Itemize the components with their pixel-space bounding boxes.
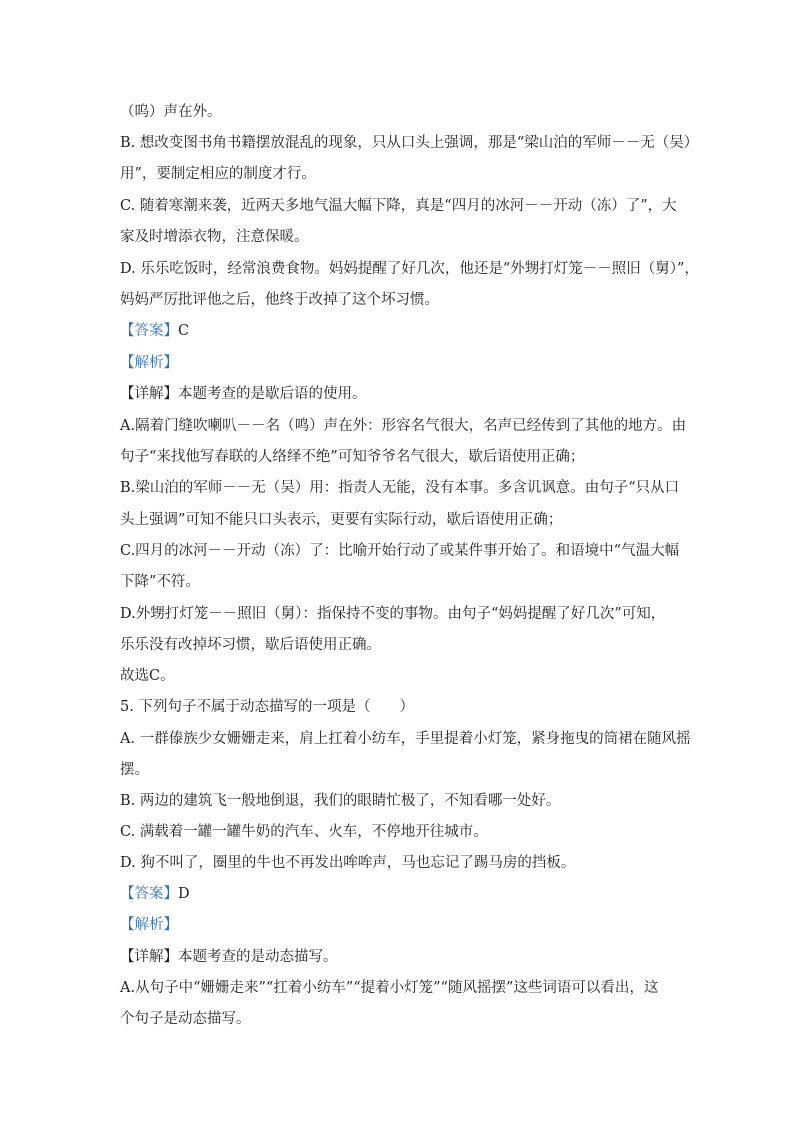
q4-explain-a-line-1: A.隔着门缝吹喇叭－－名（鸣）声在外：形容名气很大，名声已经传到了其他的地方。由	[120, 418, 687, 434]
q5-detail-intro	[120, 947, 338, 967]
q4-detail-intro	[120, 384, 367, 404]
q5-option-b: B. 两边的建筑飞一般地倒退，我们的眼睛忙极了，不知看哪一处好。	[120, 793, 561, 809]
q5-answer	[120, 884, 190, 904]
q4-option-c-line-1: C. 随着寒潮来袭，近两天多地气温大幅下降，真是“四月的冰河－－开动（冻）了”，大	[120, 198, 677, 214]
q4-answer	[120, 321, 189, 341]
q4-option-a-continuation: （呜）声在外。	[120, 104, 222, 120]
q4-option-b-line-1: B. 想改变图书角书籍摆放混乱的现象，只从口头上强调，那是“梁山泊的军师－－无（吴）	[120, 135, 699, 151]
q4-analysis-tag: 【解析】	[120, 355, 178, 371]
q5-option-a-line-1: A. 一群傣族少女姗姗走来，肩上扛着小纺车，手里提着小灯笼，紧身拖曳的筒裙在随风摇	[120, 731, 691, 747]
detail-tag: 【详解】	[120, 386, 178, 402]
q4-conclusion: 故选C。	[120, 668, 175, 684]
q5-analysis-tag: 【解析】	[120, 917, 178, 933]
q4-explain-b-line-2: 头上强调”可知不能只口头表示，更要有实际行动，歇后语使用正确；	[120, 512, 563, 528]
answer-value: D	[178, 886, 190, 902]
detail-text: 本题考查的是歇后语的使用。	[178, 386, 367, 402]
q4-option-d-line-1: D. 乐乐吃饭时，经常浪费食物。妈妈提醒了好几次，他还是“外甥打灯笼－－照旧（舅）”，	[120, 261, 699, 277]
q4-option-d-line-2: 妈妈严厉批评他之后，他终于改掉了这个坏习惯。	[120, 292, 439, 308]
q4-option-c-line-2: 家及时增添衣物，注意保暖。	[120, 229, 309, 245]
answer-value: C	[178, 323, 190, 339]
q5-explain-a-line-2: 个句子是动态描写。	[120, 1011, 251, 1027]
q4-explain-d-line-1: D.外甥打灯笼－－照旧（舅）：指保持不变的事物。由句子“妈妈提醒了好几次”可知，	[120, 606, 666, 622]
q4-explain-d-line-2: 乐乐没有改掉坏习惯，歇后语使用正确。	[120, 637, 381, 653]
detail-text: 本题考查的是动态描写。	[178, 949, 338, 965]
q5-explain-a-line-1: A.从句子中“姗姗走来”“扛着小纺车”“提着小灯笼”“随风摇摆”这些词语可以看出，这	[120, 980, 659, 996]
q4-option-b-line-2: 用”，要制定相应的制度才行。	[120, 166, 316, 182]
q4-explain-b-line-1: B.梁山泊的军师－－无（吴）用：指责人无能，没有本事。多含讥讽意。由句子“只从口	[120, 480, 680, 496]
q5-option-a-line-2: 摆。	[120, 762, 149, 778]
answer-tag: 【答案】	[120, 323, 178, 339]
q5-option-c: C. 满载着一罐一罐牛奶的汽车、火车，不停地开往城市。	[120, 824, 488, 840]
q4-explain-a-line-2: 句子“来找他写春联的人络绎不绝”可知爷爷名气很大，歇后语使用正确；	[120, 449, 585, 465]
q4-explain-c-line-2: 下降”不符。	[120, 574, 200, 590]
answer-tag: 【答案】	[120, 886, 178, 902]
q5-question: 5. 下列句子不属于动态描写的一项是（ ）	[120, 699, 414, 715]
q4-explain-c-line-1: C.四月的冰河－－开动（冻）了：比喻开始行动了或某件事开始了。和语境中“气温大幅	[120, 543, 680, 559]
q5-option-d: D. 狗不叫了，圈里的牛也不再发出哞哞声，马也忘记了踢马房的挡板。	[120, 855, 576, 871]
detail-tag: 【详解】	[120, 949, 178, 965]
